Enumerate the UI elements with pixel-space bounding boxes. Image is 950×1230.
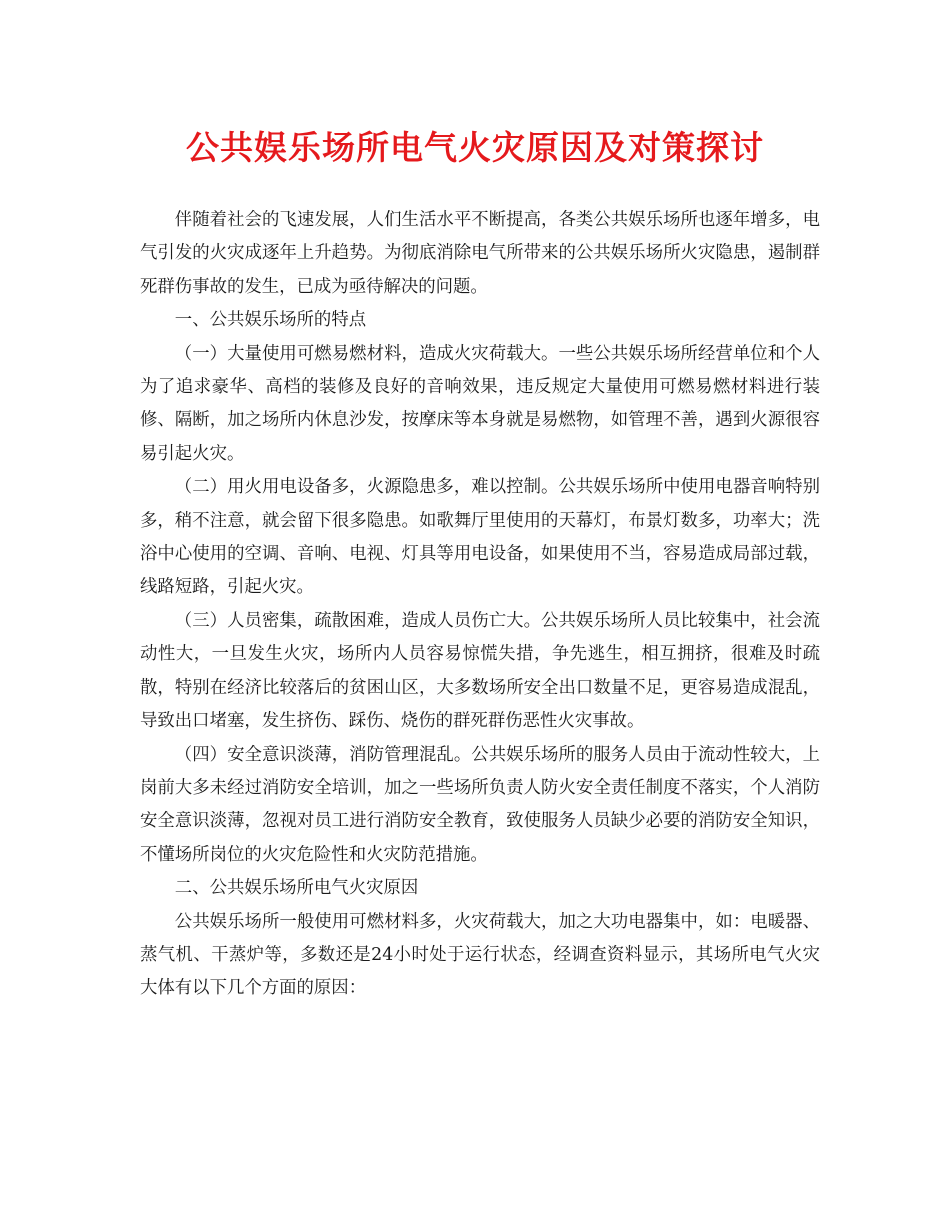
paragraph-point-3: （三）人员密集，疏散困难，造成人员伤亡大。公共娱乐场所人员比较集中，社会流动性大，一旦发生火灾，场所内人员容易惊慌失措，争先逃生，相互拥挤，很难及时疏散，特别在经济比较落后的贫困山区，大多数场所安全出口数量不足，更容易造成混乱，导致出口堵塞，发生挤伤、踩伤、烧伤的群死群伤恶性火灾事故。 <box>140 610 820 732</box>
document-body <box>140 204 820 1006</box>
paragraph-point-1: （一）大量使用可燃易燃材料，造成火灾荷载大。一些公共娱乐场所经营单位和个人为了追求豪华、高档的装修及良好的音响效果，违反规定大量使用可燃易燃材料进行装修、隔断，加之场所内休息沙发，按摩床等本身就是易燃物，如管理不善，遇到火源很容易引起火灾。 <box>140 343 820 464</box>
paragraph-intro: 伴随着社会的飞速发展，人们生活水平不断提高，各类公共娱乐场所也逐年增多，电气引发的火灾成逐年上升趋势。为彻底消除电气所带来的公共娱乐场所火灾隐患，遏制群死群伤事故的发生，已成为亟待解决的问题。 <box>140 210 820 297</box>
page-title: 公共娱乐场所电气火灾原因及对策探讨 <box>186 128 764 167</box>
paragraph-causes-intro: 公共娱乐场所一般使用可燃材料多，火灾荷载大，加之大功电器集中，如：电暖器、蒸气机、干蒸炉等，多数还是24小时处于运行状态，经调查资料显示，其场所电气火灾大体有以下几个方面的原因： <box>140 911 820 999</box>
paragraph-point-4: （四）安全意识淡薄，消防管理混乱。公共娱乐场所的服务人员由于流动性较大，上岗前大多未经过消防安全培训，加之一些场所负责人防火安全责任制度不落实，个人消防安全意识淡薄，忽视对员工进行消防安全教育，致使服务人员缺少必要的消防安全知识，不懂场所岗位的火灾危险性和火灾防范措施。 <box>140 744 820 865</box>
paragraph-point-2: （二）用火用电设备多，火源隐患多，难以控制。公共娱乐场所中使用电器音响特别多，稍不注意，就会留下很多隐患。如歌舞厅里使用的天幕灯，布景灯数多，功率大；洗浴中心使用的空调、音响、电视、灯具等用电设备，如果使用不当，容易造成局部过载，线路短路，引起火灾。 <box>140 477 820 598</box>
section-heading-2: 二、公共娱乐场所电气火灾原因 <box>174 878 419 899</box>
section-heading-1: 一、公共娱乐场所的特点 <box>174 310 367 331</box>
